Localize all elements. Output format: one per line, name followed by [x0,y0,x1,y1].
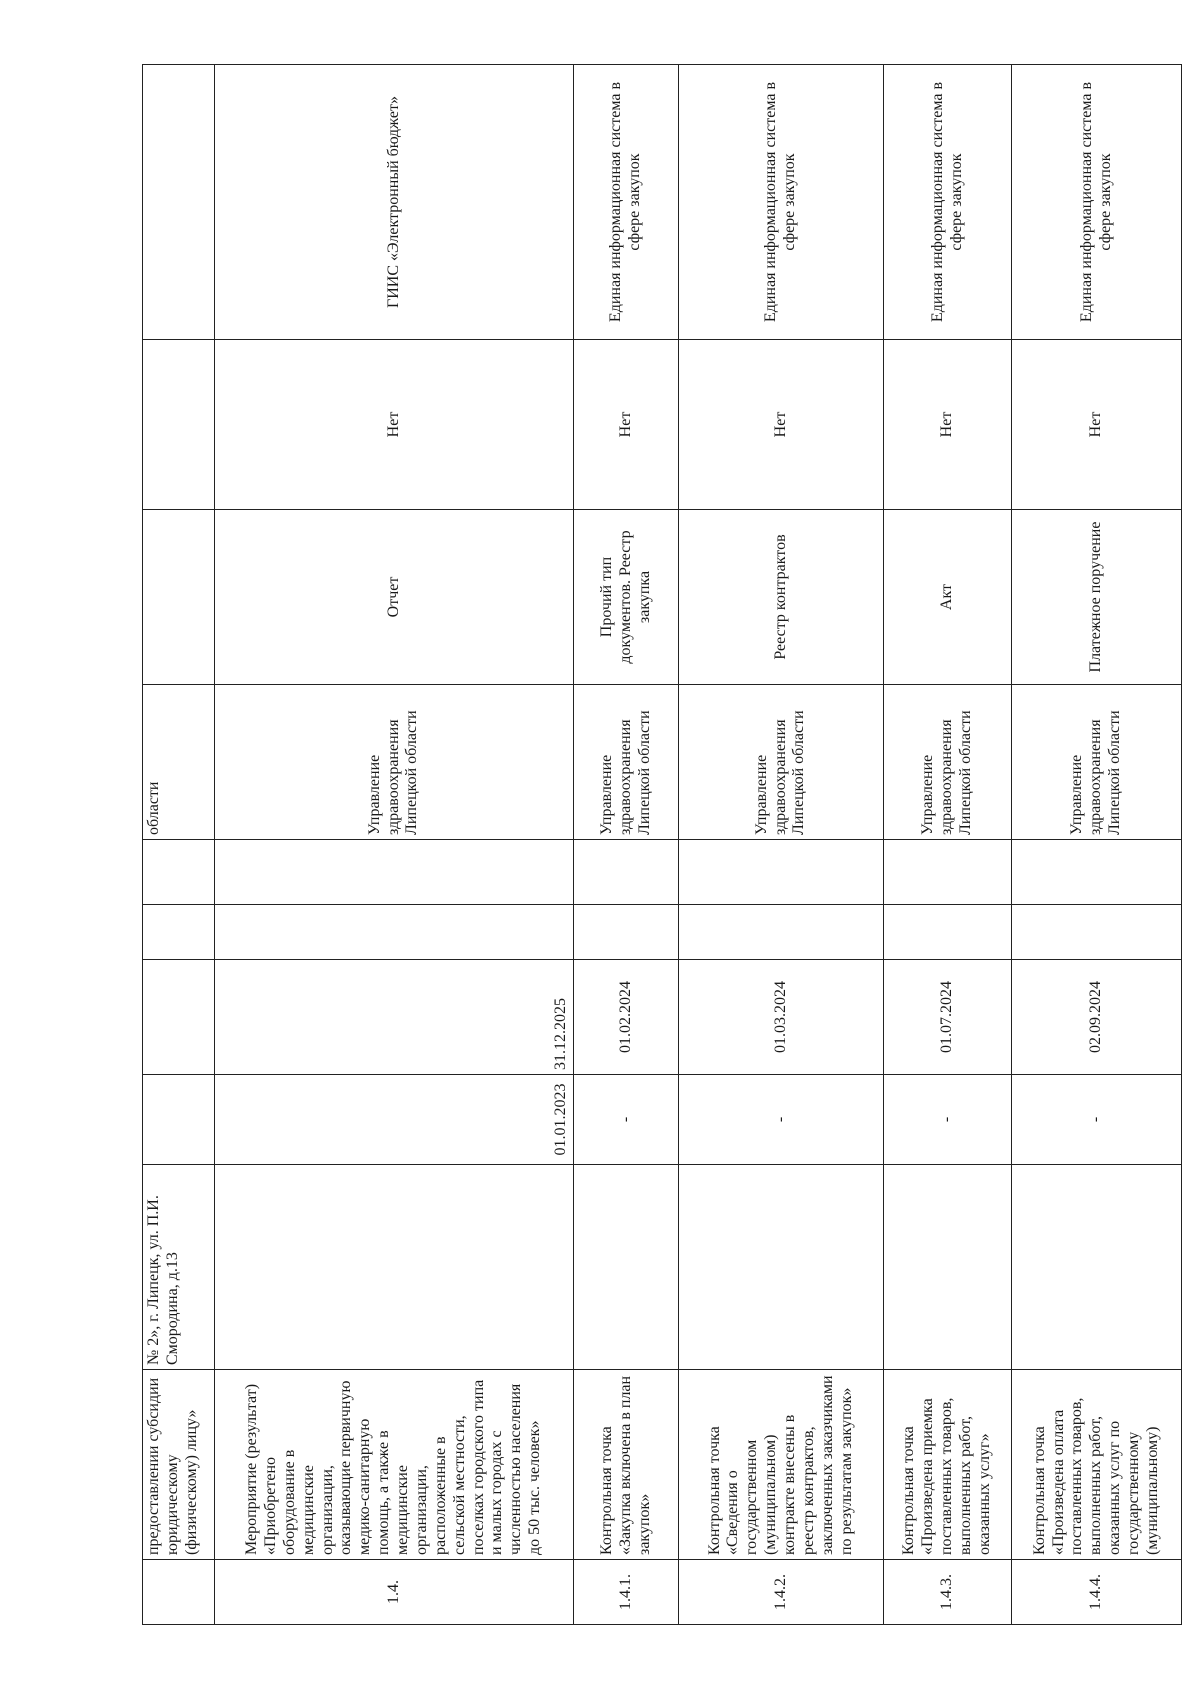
cell-flag: Нет [679,340,884,510]
cell-empty-1 [143,905,215,960]
table-row [573,65,678,1625]
cell-start [143,1075,215,1165]
cell-start: 01.01.2023 [215,1075,574,1165]
cell-start: - [573,1075,678,1165]
cell-name: Контрольная точка «Закупка включена в план закупок» [573,1370,678,1560]
cell-doc-type: Отчет [215,510,574,685]
events-table [142,64,1182,1625]
cell-name: Контрольная точка «Сведения о государственном (муниципальном) контракте внесены в реестр контрактов, заключенных заказчиками по результатам закупок» [679,1370,884,1560]
cell-empty-2 [1012,840,1182,905]
cell-flag: Нет [215,340,574,510]
cell-flag [143,340,215,510]
cell-num: 1.4.1. [573,1560,678,1625]
cell-flag: Нет [1012,340,1182,510]
cell-num: 1.4. [215,1560,574,1625]
cell-address [573,1165,678,1370]
cell-end: 02.09.2024 [1012,960,1182,1075]
cell-end: 01.03.2024 [679,960,884,1075]
cell-empty-1 [215,905,574,960]
cell-address [883,1165,1012,1370]
table-row [883,65,1012,1625]
cell-end: 01.07.2024 [883,960,1012,1075]
cell-system: Единая информационная система в сфере закупок [883,65,1012,340]
cell-num: 1.4.3. [883,1560,1012,1625]
cell-start: - [1012,1075,1182,1165]
cell-address [215,1165,574,1370]
cell-name: Контрольная точка «Произведена оплата поставленных товаров, выполненных работ, оказанных услуг по государственному (муниципальному) [1012,1370,1182,1560]
cell-address [1012,1165,1182,1370]
cell-doc-type [143,510,215,685]
cell-empty-2 [573,840,678,905]
cell-doc-type: Акт [883,510,1012,685]
cell-empty-1 [883,905,1012,960]
cell-org: области [143,685,215,840]
table-row [215,65,574,1625]
cell-empty-1 [573,905,678,960]
cell-start: - [883,1075,1012,1165]
cell-empty-2 [679,840,884,905]
cell-start: - [679,1075,884,1165]
cell-flag: Нет [573,340,678,510]
cell-name: предоставлении субсидии юридическому (физическому) лицу» [143,1370,215,1560]
cell-system [143,65,215,340]
rotated-table-sheet [142,65,1182,1625]
cell-end: 31.12.2025 [215,960,574,1075]
cell-num [143,1560,215,1625]
cell-end: 01.02.2024 [573,960,678,1075]
cell-num: 1.4.4. [1012,1560,1182,1625]
cell-org: Управление здравоохранения Липецкой области [1012,685,1182,840]
table-row [1012,65,1182,1625]
table-row [679,65,884,1625]
cell-empty-2 [215,840,574,905]
cell-empty-1 [679,905,884,960]
cell-org: Управление здравоохранения Липецкой области [215,685,574,840]
cell-address [679,1165,884,1370]
cell-org: Управление здравоохранения Липецкой области [883,685,1012,840]
cell-num: 1.4.2. [679,1560,884,1625]
cell-org: Управление здравоохранения Липецкой области [679,685,884,840]
cell-name: Контрольная точка «Произведена приемка поставленных товаров, выполненных работ, оказанных услуг» [883,1370,1012,1560]
cell-address: № 2», г. Липецк, ул. П.И. Смородина, д.13 [143,1165,215,1370]
cell-empty-1 [1012,905,1182,960]
cell-system: Единая информационная система в сфере закупок [1012,65,1182,340]
cell-flag: Нет [883,340,1012,510]
cell-doc-type: Платежное поручение [1012,510,1182,685]
cell-empty-2 [883,840,1012,905]
cell-system: Единая информационная система в сфере закупок [679,65,884,340]
cell-system: ГИИС «Электронный бюджет» [215,65,574,340]
cell-doc-type: Прочий тип документов. Реестр закупка [573,510,678,685]
cell-name: Мероприятие (результат) «Приобретено оборудование в медицинские организации, оказывающие первичную медико-санитарную помощь, а также в медицинские организации, расположенные в сельской местности, поселках городского типа и малых городах с численностью населения до 50 тыс. человек» [215,1370,574,1560]
cell-empty-2 [143,840,215,905]
cell-org: Управление здравоохранения Липецкой области [573,685,678,840]
table-row [143,65,215,1625]
cell-end [143,960,215,1075]
cell-doc-type: Реестр контрактов [679,510,884,685]
cell-system: Единая информационная система в сфере закупок [573,65,678,340]
